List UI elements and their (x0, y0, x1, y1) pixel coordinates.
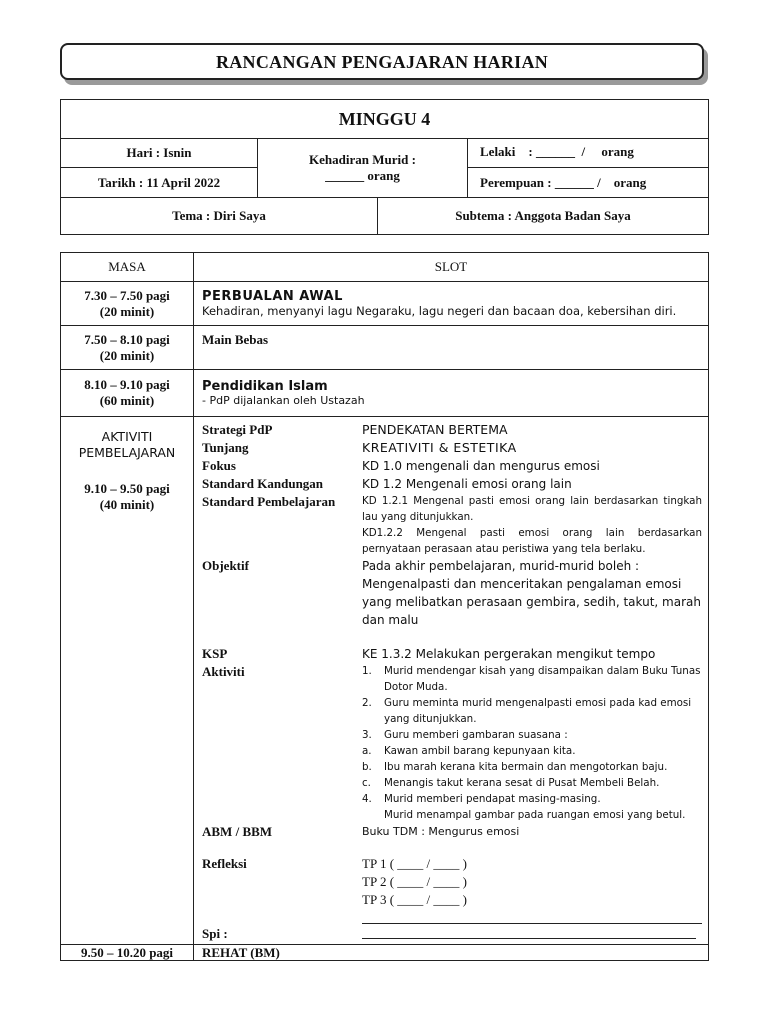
table-row (61, 282, 709, 326)
core-label: Tunjang (202, 440, 249, 455)
schedule-table (60, 252, 709, 961)
content-standard-value: KD 1.2 Mengenali emosi orang lain (362, 477, 572, 491)
reflection-line (362, 924, 696, 939)
learning-standard-label: Standard Pembelajaran (202, 494, 336, 509)
subtheme-field: Subtema : Anggota Badan Saya (378, 198, 709, 235)
list-item: 1. Murid mendengar kisah yang disampaikan dalam Buku Tunas Dotor Muda. (362, 665, 701, 693)
col-header-time: MASA (61, 253, 194, 282)
attendance-field: Kehadiran Murid : ______ orang (258, 139, 468, 198)
reflection-label: Refleksi (202, 856, 247, 871)
tp3-field: TP 3 ( ____ / ____ ) (362, 892, 467, 907)
activity-label: AKTIVITI (101, 429, 153, 444)
duration-cell: (40 minit) (99, 497, 155, 512)
objective-text: Mengenalpasti dan menceritakan pengalaman emosi yang melibatkan perasaan gembira, sedih, takut, marah dan malu (362, 577, 701, 627)
list-item: 4. Murid memberi pendapat masing-masing. (362, 793, 601, 805)
day-field: Hari : Isnin (61, 139, 258, 168)
list-item: b. Ibu marah kerana kita bermain dan mengotorkan baju. (362, 761, 668, 773)
objective-intro: Pada akhir pembelajaran, murid-murid boleh : (362, 559, 640, 573)
slot-description: - PdP dijalankan oleh Ustazah (202, 394, 365, 407)
focus-label: Fokus (202, 458, 236, 473)
activities-label: Aktiviti (202, 664, 245, 679)
tp1-field: TP 1 ( ____ / ____ ) (362, 856, 467, 871)
ksp-value: KE 1.3.2 Melakukan pergerakan mengikut tempo (362, 647, 656, 661)
time-cell: 7.50 – 8.10 pagi (84, 331, 170, 347)
list-item: 2. Guru meminta murid mengenalpasti emosi pada kad emosi yang ditunjukkan. (362, 697, 692, 725)
list-item: c. Menangis takut kerana sesat di Pusat Membeli Belah. (362, 777, 660, 789)
col-header-slot: SLOT (194, 253, 709, 282)
content-standard-label: Standard Kandungan (202, 476, 324, 491)
date-field: Tarikh : 11 April 2022 (61, 168, 258, 198)
slot-title: PERBUALAN AWAL (202, 289, 343, 304)
learning-standard-2: KD1.2.2 Mengenal pasti emosi orang lain berdasarkan pernyataan perasaan atau peristiwa yang tela berlaku. (362, 527, 702, 555)
reflection-line (362, 909, 702, 924)
ksp-label: KSP (202, 646, 228, 661)
duration-cell: (20 minit) (99, 303, 155, 319)
time-cell: 8.10 – 9.10 pagi (84, 377, 170, 392)
strategy-value: PENDEKATAN BERTEMA (362, 422, 508, 437)
time-cell: 9.10 – 9.50 pagi (84, 481, 170, 496)
header-table (60, 99, 709, 235)
table-row (61, 945, 709, 961)
slot-title: Main Bebas (202, 332, 269, 347)
abm-value: Buku TDM : Mengurus emosi (362, 825, 520, 838)
objective-label: Objektif (202, 558, 249, 573)
table-row (61, 326, 709, 370)
duration-cell: (20 minit) (99, 347, 155, 363)
activity-label-2: PEMBELAJARAN (78, 445, 176, 460)
tp2-field: TP 2 ( ____ / ____ ) (362, 874, 467, 889)
list-item: a. Kawan ambil barang kepunyaan kita. (362, 745, 576, 757)
list-item: Murid menampal gambar pada ruangan emosi yang betul. (384, 809, 686, 821)
activities-list (362, 663, 702, 823)
slot-description: Kehadiran, menyanyi lagu Negaraku, lagu negeri dan bacaan doa, kebersihan diri. (202, 304, 677, 318)
slot-title: Pendidikan Islam (202, 379, 328, 394)
activity-row (61, 417, 709, 945)
table-row (61, 370, 709, 417)
learning-standard-1: KD 1.2.1 Mengenal pasti emosi orang lain berdasarkan tingkah lau yang ditunjukkan. (362, 495, 702, 523)
duration-cell: (60 minit) (99, 393, 155, 408)
abm-label: ABM / BBM (202, 824, 273, 839)
list-item: 3. Guru memberi gambaran suasana : (362, 729, 568, 741)
core-value: KREATIVITI & ESTETIKA (362, 440, 517, 455)
focus-value: KD 1.0 mengenali dan mengurus emosi (362, 459, 600, 473)
female-count-field: Perempuan : ______ / orang (468, 168, 709, 198)
slot-title: REHAT (BM) (194, 945, 709, 961)
time-cell: 7.30 – 7.50 pagi (84, 287, 170, 303)
spi-label: Spi : (202, 926, 228, 941)
theme-field: Tema : Diri Saya (61, 198, 378, 235)
page-title: RANCANGAN PENGAJARAN HARIAN (60, 43, 704, 80)
strategy-label: Strategi PdP (202, 422, 273, 437)
time-cell: 9.50 – 10.20 pagi (61, 945, 194, 961)
week-label: MINGGU 4 (61, 100, 709, 139)
male-count-field: Lelaki : ______ / orang (468, 139, 709, 168)
